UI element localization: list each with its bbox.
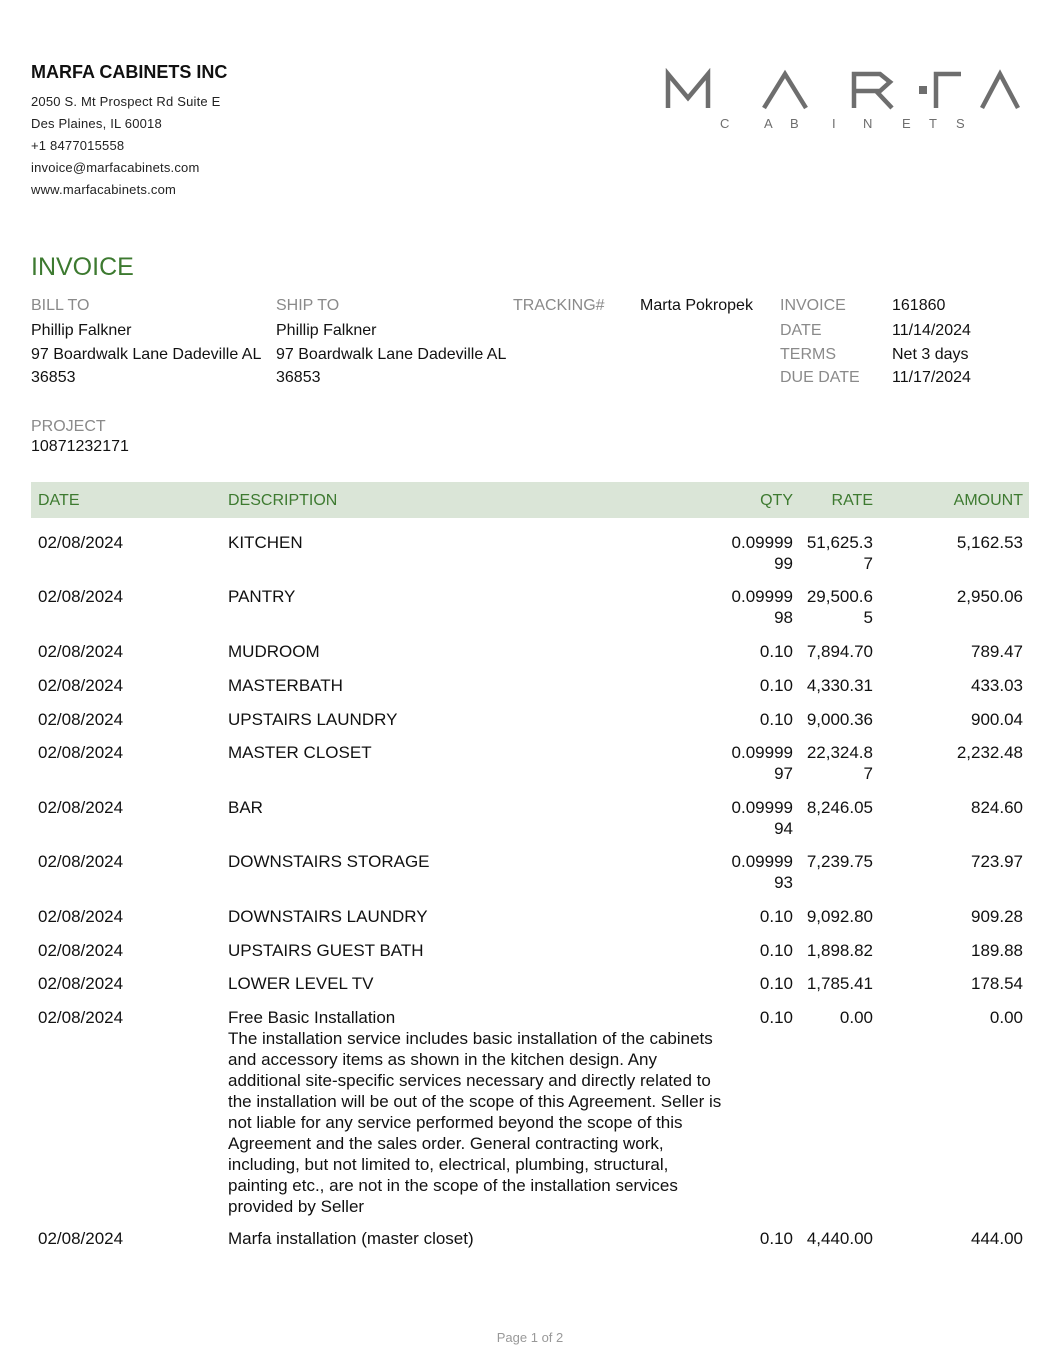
ship-to-address: 97 Boardwalk Lane Dadeville AL (276, 346, 507, 363)
row-date: 02/08/2024 (38, 642, 124, 661)
row-date: 02/08/2024 (38, 798, 124, 817)
svg-text:A: A (764, 116, 773, 131)
ship-to-label: SHIP TO (276, 297, 340, 314)
row-amount: 789.47 (971, 642, 1023, 661)
row-rate: 7,239.75 (806, 852, 873, 871)
row-qty: 0.10 (759, 941, 793, 960)
project-label: PROJECT (31, 418, 106, 435)
company-address-line2: Des Plaines, IL 60018 (31, 116, 162, 131)
header-description: DESCRIPTION (228, 492, 338, 509)
page-number: Page 1 of 2 (496, 1330, 564, 1345)
terms-label: TERMS (780, 346, 836, 363)
row-rate: 8,246.05 (806, 798, 873, 817)
bill-to-name: Phillip Falkner (31, 322, 132, 339)
row-date: 02/08/2024 (38, 676, 124, 695)
row-amount: 189.88 (971, 941, 1023, 960)
row-date: 02/08/2024 (38, 533, 124, 552)
row-description-details: The installation service includes basic installation of the cabinets and accessory items as shown in the kitchen design. Any additional site-specific services necessary and directly related to the installation will be out of the scope of this Agreement. Seller is not liable for any service performed beyond the scope of this Agreement and the sales order. General contracting work, including, but not limited to, electrical, plumbing, structural, painting etc., are not in the scope of the installation services provided by Seller (228, 1029, 722, 1216)
project-number: 10871232171 (31, 438, 129, 455)
row-qty: 0.10 (759, 974, 793, 993)
row-rate: 4,440.00 (806, 1229, 873, 1248)
row-rate: 7,894.70 (806, 642, 873, 661)
row-date: 02/08/2024 (38, 852, 124, 871)
row-amount: 433.03 (971, 676, 1023, 695)
row-date: 02/08/2024 (38, 1229, 124, 1248)
row-description-title: Free Basic Installation (228, 1008, 396, 1027)
due-date-label: DUE DATE (780, 369, 860, 386)
row-qty: 0.0999999 (731, 533, 793, 573)
svg-text:S: S (956, 116, 965, 131)
row-rate: 4,330.31 (806, 676, 873, 695)
row-date: 02/08/2024 (38, 941, 124, 960)
header-amount: AMOUNT (953, 492, 1023, 509)
company-logo (664, 68, 1020, 134)
company-email: invoice@marfacabinets.com (31, 160, 200, 175)
row-description: UPSTAIRS GUEST BATH (228, 941, 424, 960)
svg-text:T: T (929, 116, 937, 131)
row-qty: 0.10 (759, 1229, 793, 1248)
row-qty: 0.0999993 (731, 852, 793, 892)
invoice-date: 11/14/2024 (892, 322, 971, 339)
company-website: www.marfacabinets.com (31, 182, 177, 197)
row-date: 02/08/2024 (38, 1008, 124, 1027)
row-date: 02/08/2024 (38, 587, 124, 606)
row-date: 02/08/2024 (38, 743, 124, 762)
row-rate: 51,625.37 (806, 533, 873, 573)
svg-text:N: N (863, 116, 873, 131)
invoice-number-label: INVOICE (780, 297, 846, 314)
row-amount: 824.60 (971, 798, 1023, 817)
due-date: 11/17/2024 (892, 369, 971, 386)
header-date: DATE (38, 492, 80, 509)
row-qty: 0.0999998 (731, 587, 793, 627)
row-description: MASTER CLOSET (228, 743, 372, 762)
svg-text:I: I (832, 116, 836, 131)
row-date: 02/08/2024 (38, 974, 124, 993)
row-qty: 0.10 (759, 642, 793, 661)
row-rate: 22,324.87 (806, 743, 873, 783)
row-description: KITCHEN (228, 533, 303, 552)
row-qty: 0.0999994 (731, 798, 793, 838)
header-qty: QTY (760, 492, 793, 509)
row-amount: 723.97 (971, 852, 1023, 871)
row-date: 02/08/2024 (38, 907, 124, 926)
row-rate: 9,092.80 (806, 907, 873, 926)
line-items-header (31, 482, 1029, 518)
row-amount: 5,162.53 (956, 533, 1023, 552)
terms-value: Net 3 days (892, 346, 969, 363)
tracking-value: Marta Pokropek (640, 297, 753, 314)
bill-to-label: BILL TO (31, 297, 90, 314)
invoice-number: 161860 (892, 297, 946, 314)
ship-to-zip: 36853 (276, 369, 321, 386)
company-address-line1: 2050 S. Mt Prospect Rd Suite E (31, 94, 221, 109)
row-amount: 909.28 (971, 907, 1023, 926)
row-qty: 0.10 (759, 1008, 793, 1027)
row-amount: 900.04 (971, 710, 1023, 729)
row-rate: 1,898.82 (806, 941, 873, 960)
row-rate: 1,785.41 (806, 974, 873, 993)
row-rate: 9,000.36 (806, 710, 873, 729)
company-name: MARFA CABINETS INC (31, 62, 228, 82)
row-amount: 2,950.06 (956, 587, 1023, 606)
row-qty: 0.0999997 (731, 743, 793, 783)
ship-to-name: Phillip Falkner (276, 322, 377, 339)
row-description (228, 1007, 723, 1217)
row-description: MASTERBATH (228, 676, 343, 695)
svg-text:C: C (720, 116, 730, 131)
svg-text:E: E (902, 116, 911, 131)
company-phone: +1 8477015558 (31, 138, 125, 153)
bill-to-address: 97 Boardwalk Lane Dadeville AL (31, 346, 262, 363)
row-amount: 444.00 (971, 1229, 1023, 1248)
invoice-title: INVOICE (31, 253, 134, 281)
row-description: UPSTAIRS LAUNDRY (228, 710, 398, 729)
row-qty: 0.10 (759, 710, 793, 729)
row-qty: 0.10 (759, 676, 793, 695)
row-amount: 2,232.48 (956, 743, 1023, 762)
row-description: LOWER LEVEL TV (228, 974, 374, 993)
row-amount: 0.00 (989, 1008, 1023, 1027)
row-description: BAR (228, 798, 263, 817)
row-description: MUDROOM (228, 642, 320, 661)
bill-to-zip: 36853 (31, 369, 76, 386)
tracking-label: TRACKING# (513, 297, 605, 314)
header-rate: RATE (831, 492, 873, 509)
svg-text:B: B (790, 116, 799, 131)
row-qty: 0.10 (759, 907, 793, 926)
row-description: Marfa installation (master closet) (228, 1229, 474, 1248)
row-rate: 29,500.65 (806, 587, 873, 627)
invoice-date-label: DATE (780, 322, 822, 339)
row-rate: 0.00 (839, 1008, 873, 1027)
row-amount: 178.54 (971, 974, 1023, 993)
row-description: DOWNSTAIRS STORAGE (228, 852, 430, 871)
row-date: 02/08/2024 (38, 710, 124, 729)
row-description: DOWNSTAIRS LAUNDRY (228, 907, 428, 926)
row-description: PANTRY (228, 587, 296, 606)
